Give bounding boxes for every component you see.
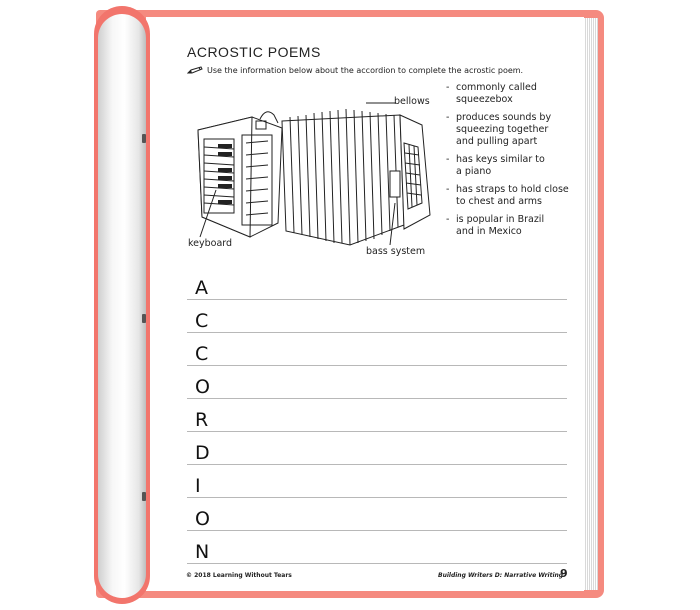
spine-ring — [142, 492, 146, 501]
page-number: 9 — [560, 567, 568, 580]
fact-item: - commonly called squeezebox — [446, 82, 574, 106]
writing-line — [187, 398, 567, 399]
acrostic-row-n[interactable] — [187, 534, 567, 566]
acrostic-letter: R — [195, 409, 209, 431]
facts-list — [446, 82, 574, 244]
writing-line — [187, 530, 567, 531]
fact-item: - has keys similar to a piano — [446, 154, 574, 178]
book-title-footer: Building Writers D: Narrative Writing — [438, 572, 564, 579]
fact-line: and in Mexico — [456, 226, 522, 237]
fact-line: produces sounds by — [456, 112, 552, 123]
acrostic-row-c2[interactable] — [187, 336, 567, 368]
acrostic-row-d[interactable] — [187, 435, 567, 467]
writing-line — [187, 464, 567, 465]
keyboard-box — [198, 112, 282, 237]
fact-line: to chest and arms — [456, 196, 542, 207]
writing-line — [187, 431, 567, 432]
writing-line — [187, 299, 567, 300]
acrostic-letter: N — [195, 541, 210, 563]
acrostic-row-c1[interactable] — [187, 303, 567, 335]
acrostic-row-i[interactable] — [187, 468, 567, 500]
instruction-text: Use the information below about the accordion to complete the acrostic poem. — [207, 66, 524, 75]
callout-bellows: bellows — [394, 96, 430, 107]
acrostic-letter: O — [195, 376, 210, 398]
fact-item: - produces sounds by squeezing together and pulling apart — [446, 112, 574, 148]
fact-item: - is popular in Brazil and in Mexico — [446, 214, 574, 238]
callout-bass-system: bass system — [366, 246, 426, 257]
acrostic-row-r[interactable] — [187, 402, 567, 434]
writing-line — [187, 332, 567, 333]
acrostic-row-o2[interactable] — [187, 501, 567, 533]
acrostic-letter: O — [195, 508, 210, 530]
acrostic-row-o1[interactable] — [187, 369, 567, 401]
acrostic-letter: I — [195, 475, 201, 497]
pencil-icon — [187, 66, 203, 75]
fact-line: has straps to hold close — [456, 184, 569, 195]
spine-ring — [142, 314, 146, 323]
instruction-line — [187, 66, 523, 75]
fact-item: - has straps to hold close to chest and arms — [446, 184, 574, 208]
writing-line — [187, 365, 567, 366]
writing-line — [187, 563, 567, 564]
page-edges — [583, 18, 598, 590]
acrostic-letter: C — [195, 310, 209, 332]
fact-line: has keys similar to — [456, 154, 545, 165]
fact-line: is popular in Brazil — [456, 214, 545, 225]
copyright-text: © 2018 Learning Without Tears — [186, 572, 292, 579]
fact-line: commonly called — [456, 82, 537, 93]
page-title: ACROSTIC POEMS — [187, 44, 321, 60]
acrostic-letter: D — [195, 442, 210, 464]
fact-line: and pulling apart — [456, 136, 538, 147]
callout-keyboard: keyboard — [188, 238, 233, 249]
fact-line: squeezebox — [456, 94, 513, 105]
accordion-illustration — [190, 95, 440, 260]
acrostic-letter: A — [195, 277, 208, 299]
book-spine — [98, 14, 146, 598]
bellows — [282, 109, 404, 245]
fact-line: a piano — [456, 166, 492, 177]
writing-line — [187, 497, 567, 498]
acrostic-row-a[interactable] — [187, 270, 567, 302]
fact-line: squeezing together — [456, 124, 549, 135]
spine-ring — [142, 134, 146, 143]
acrostic-letter: C — [195, 343, 209, 365]
